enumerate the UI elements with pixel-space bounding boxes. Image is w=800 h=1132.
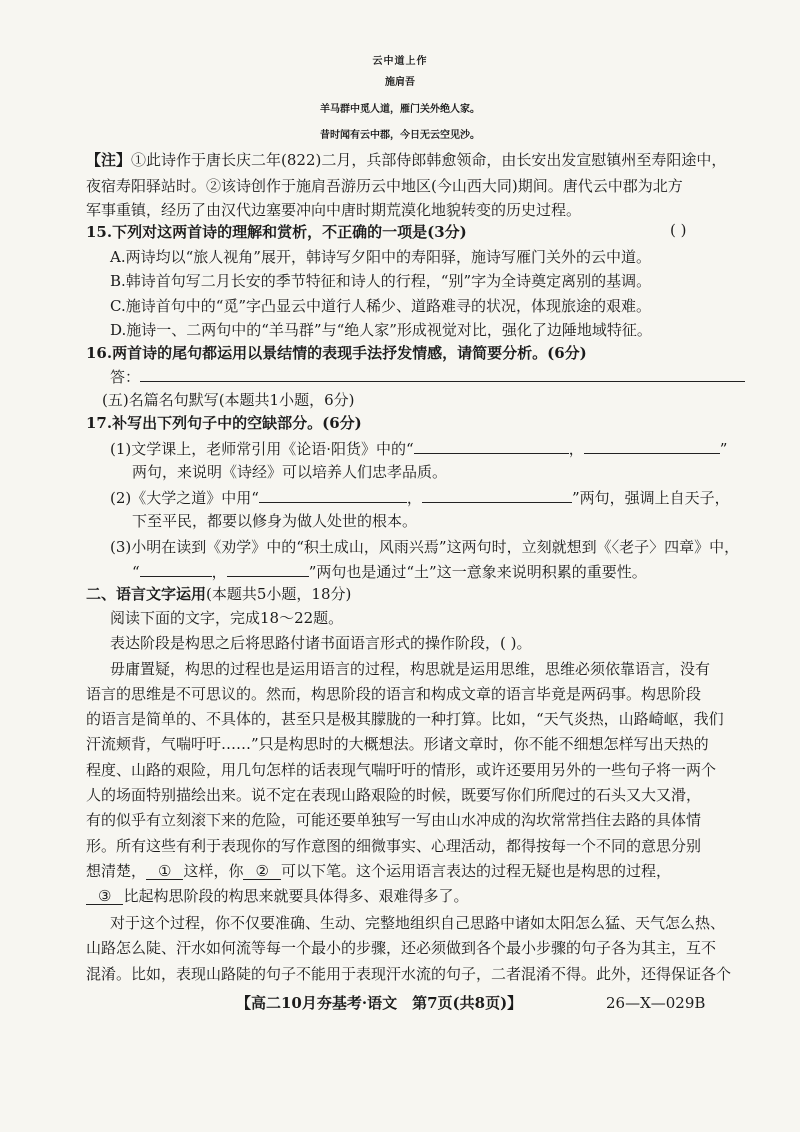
q17-part1-cont: 两句，来说明《诗经》可以培养人们忠孝品质。	[132, 463, 448, 481]
passage-line-7: 有的似乎有立刻滚下来的危险，可能还要单独写一写由山水冲成的沟坎常常挡住去路的具体情	[86, 811, 702, 829]
q17-part1-row: (1)文学课上，老师常引用《论语·阳货》中的“ ， ”	[110, 440, 728, 458]
passage-blank-2[interactable]: ②	[243, 863, 280, 880]
q15-option-c: C.施诗首句中的“觅”字凸显云中道行人稀少、道路难寻的状况，体现旅途的艰难。	[110, 297, 652, 315]
passage-line-1: 毋庸置疑，构思的过程也是运用语言的过程，构思就是运用思维，思维必须依靠语言，没有	[110, 660, 711, 678]
q17-part3-cont: “ ， ”两句也是通过“土”这一意象来说明积累的重要性。	[132, 563, 647, 581]
poem-line-2: 昔时闻有云中郡，今日无云空见沙。	[320, 130, 480, 141]
q17-part2-row: (2)《大学之道》中用“ ， ”两句，强调上自天子，	[110, 489, 730, 507]
passage-line-9: 想清楚， ① 这样，你 ② 可以下笔。这个运用语言表达的过程无疑也是构思的过程，	[86, 862, 671, 880]
q17-part2-cont: 下至平民，都要以修身为做人处世的根本。	[132, 512, 418, 530]
q17-stem: 17.补写出下列句子中的空缺部分。(6分)	[86, 414, 362, 432]
q16-answer-row	[110, 366, 745, 387]
passage-line-5: 程度、山路的艰险，用几句怎样的话表现气喘吁吁的情形，或许还要用另外的一些句子将一两个	[86, 761, 717, 779]
section-2-instruction: 阅读下面的文字，完成18～22题。	[110, 609, 344, 627]
passage-line-8: 形。所有这些有利于表现你的写作意图的细微事实、心理活动，都得按每一个不同的意思分别	[86, 837, 702, 855]
q15-option-b: B.韩诗首句写二月长安的季节特征和诗人的行程，“别”字为全诗奠定离别的基调。	[110, 272, 652, 290]
q16-stem: 16.两首诗的尾句都运用以景结情的表现手法抒发情感，请简要分析。(6分)	[86, 344, 587, 362]
q17-3-blank-a[interactable]	[140, 561, 212, 577]
passage-line-4: 汗流颊背，气喘吁吁……”只是构思时的大概想法。形诸文章时，你不能不细想怎样写出天热的	[86, 735, 709, 753]
q17-2-blank-b[interactable]	[422, 487, 572, 503]
q17-2-blank-a[interactable]	[259, 487, 407, 503]
passage-line-3: 的语言是简单的、不具体的，甚至只是极其朦胧的一种打算。比如，“天气炎热，山路崎岖，我们	[86, 710, 724, 728]
passage-line-11: 对于这个过程，你不仅要准确、生动、完整地组织自己思路中诸如太阳怎么猛、天气怎么热、	[110, 914, 726, 932]
poem-title: 云中道上作	[372, 56, 428, 67]
q17-3-blank-b[interactable]	[227, 561, 309, 577]
q15-stem: 15.下列对这两首诗的理解和赏析，不正确的一项是(3分)	[86, 223, 467, 241]
poem-line-1: 羊马群中觅人道，雁门关外绝人家。	[320, 104, 480, 115]
q15-option-a: A.两诗均以“旅人视角”展开，韩诗写夕阳中的寿阳驿，施诗写雁门关外的云中道。	[110, 248, 651, 266]
q16-answer-label: 答：	[110, 368, 141, 386]
passage-line-10: ③ 比起构思阶段的构思来就要具体得多、艰难得多了。	[86, 886, 468, 906]
passage-blank-3[interactable]: ③	[86, 888, 123, 905]
q16-answer-blank[interactable]	[140, 366, 745, 382]
passage-line-6: 人的场面特别描绘出来。说不定在表现山路艰险的时候，既要写你们所爬过的石头又大又滑，	[86, 786, 702, 804]
passage-intro: 表达阶段是构思之后将思路付诸书面语言形式的操作阶段，( )。	[110, 634, 532, 652]
poem-author: 施肩吾	[385, 77, 415, 88]
q17-1-blank-b[interactable]	[584, 438, 720, 454]
section-2-heading: 二、语言文字运用(本题共5小题，18分)	[86, 585, 352, 603]
note-line-1: 【注】①此诗作于唐长庆二年(822)二月，兵部侍郎韩愈领命，由长安出发宣慰镇州至寿阳途中，	[86, 151, 727, 169]
passage-line-2: 语言的思维是不可思议的。然而，构思阶段的语言和构成文章的语言毕竟是两码事。构思阶段	[86, 685, 702, 703]
section-5-heading: (五)名篇名句默写(本题共1小题，6分)	[102, 391, 355, 409]
passage-line-12: 山路怎么陡、汗水如何流等每一个最小的步骤，还必须做到各个最小步骤的句子各为其主，互不	[86, 939, 717, 957]
q17-1-blank-a[interactable]	[414, 438, 569, 454]
footer-code: 26—X—029B	[606, 994, 706, 1012]
note-label: 【注】	[86, 151, 132, 169]
q15-option-d: D.施诗一、二两句中的“羊马群”与“绝人家”形成视觉对比，强化了边陲地域特征。	[110, 321, 652, 339]
passage-line-13: 混淆。比如，表现山路陡的句子不能用于表现汗水流的句子，二者混淆不得。此外，还得保证各个	[86, 965, 732, 983]
q15-answer-paren[interactable]: ( )	[670, 221, 687, 239]
note-line-3: 军事重镇，经历了由汉代边塞要冲向中唐时期荒漠化地貌转变的历史过程。	[86, 201, 582, 219]
footer-page-info: 【高二10月夯基考·语文 第7页(共8页)】	[236, 994, 523, 1012]
passage-blank-1[interactable]: ①	[146, 863, 183, 880]
note-line-2: 夜宿寿阳驿站时。②该诗创作于施肩吾游历云中地区(今山西大同)期间。唐代云中郡为北方	[86, 177, 683, 195]
q17-part3-row: (3)小明在读到《劝学》中的“积土成山，风雨兴焉”这两句时，立刻就想到《〈老子〉四章》中，	[110, 538, 740, 556]
